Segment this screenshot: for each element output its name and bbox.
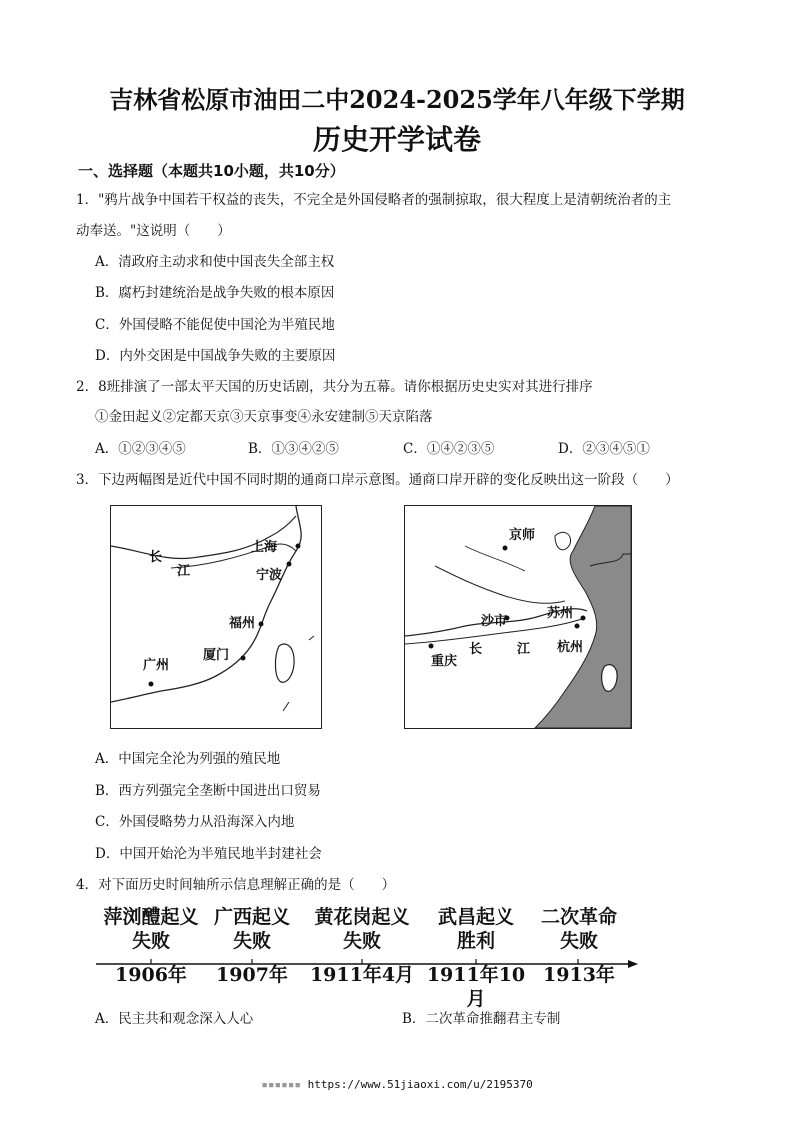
timeline-event-4-name: 武昌起义 xyxy=(437,906,514,928)
map1-label-chang: 长 xyxy=(149,550,163,565)
timeline-event-1-result: 失败 xyxy=(131,930,170,952)
q4-stem: 4．对下面历史时间轴所示信息理解正确的是（ ） xyxy=(76,877,396,893)
timeline-event-4-date: 1911年10月 xyxy=(426,964,526,1010)
timeline-event-5 xyxy=(532,905,626,987)
map2-label-chang: 长 xyxy=(469,642,483,657)
timeline-event-3 xyxy=(304,905,420,987)
q2-option-d: D．②③④⑤① xyxy=(558,441,650,457)
map2-label-jingshi: 京师 xyxy=(509,528,536,543)
q3-option-b: B．西方列强完全垄断中国进出口贸易 xyxy=(95,783,321,799)
timeline-event-4-result: 胜利 xyxy=(456,930,495,952)
q1-stem-line2: 动奉送。"这说明（ ） xyxy=(76,223,231,239)
timeline-event-1-date: 1906年 xyxy=(115,964,187,986)
paper-title: 吉林省松原市油田二中2024-2025学年八年级下学期 xyxy=(109,85,685,114)
timeline-event-5-result: 失败 xyxy=(559,930,598,952)
map2-label-shashi: 沙市 xyxy=(481,614,508,629)
map1-label-guangzhou: 广州 xyxy=(143,658,170,673)
q2-items: ①金田起义②定都天京③天京事变④永安建制⑤天京陷落 xyxy=(95,409,433,425)
q2-option-c: C．①④②③⑤ xyxy=(403,441,495,457)
footer-url[interactable]: https://www.51jiaoxi.com/u/2195370 xyxy=(307,1078,533,1091)
q4-option-a: A．民主共和观念深入人心 xyxy=(95,1011,254,1027)
map1-label-jiang: 江 xyxy=(177,564,191,579)
history-timeline xyxy=(92,905,642,1010)
timeline-event-5-name: 二次革命 xyxy=(540,906,617,928)
timeline-event-4 xyxy=(420,905,532,1011)
timeline-event-2-name: 广西起义 xyxy=(213,906,290,928)
q1-option-c: C．外国侵略不能促使中国沦为半殖民地 xyxy=(95,317,335,333)
q1-option-a: A．清政府主动求和使中国丧失全部主权 xyxy=(95,254,335,270)
timeline-event-1 xyxy=(92,905,210,987)
map1-label-xiamen: 厦门 xyxy=(203,648,230,663)
q3-stem: 3．下边两幅图是近代中国不同时期的通商口岸示意图。通商口岸开辟的变化反映出这一阶段（ ） xyxy=(76,472,679,488)
map1-label-ningbo: 宁波 xyxy=(256,568,283,583)
q2-stem: 2．8班排演了一部太平天国的历史话剧，共分为五幕。请你根据历史史实对其进行排序 xyxy=(76,379,593,395)
page-footer xyxy=(0,1078,794,1091)
timeline-event-5-date: 1913年 xyxy=(543,964,615,986)
map2-label-jiang: 江 xyxy=(517,642,531,657)
q2-option-a: A．①②③④⑤ xyxy=(95,441,186,457)
map-treaty-ports-1 xyxy=(110,505,322,729)
map2-label-hangzhou: 杭州 xyxy=(557,640,584,655)
map-treaty-ports-2 xyxy=(404,505,632,729)
map2-label-suzhou: 苏州 xyxy=(547,606,574,621)
map2-label-chongqing: 重庆 xyxy=(431,654,458,669)
q3-option-d: D．中国开始沦为半殖民地半封建社会 xyxy=(95,846,322,862)
q1-option-b: B．腐朽封建统治是战争失败的根本原因 xyxy=(95,285,335,301)
timeline-event-2-date: 1907年 xyxy=(216,964,288,986)
q1-option-d: D．内外交困是中国战争失败的主要原因 xyxy=(95,348,336,364)
footer-watermark: ▪▪▪▪▪▪ xyxy=(261,1078,301,1091)
q1-stem-line1: 1．"鸦片战争中国若干权益的丧失，不完全是外国侵略者的强制掠取，很大程度上是清朝统治者的主 xyxy=(76,192,672,208)
q3-option-c: C．外国侵略势力从沿海深入内地 xyxy=(95,814,295,830)
timeline-event-1-name: 萍浏醴起义 xyxy=(103,906,199,928)
q2-option-b: B．①③④②⑤ xyxy=(248,441,339,457)
timeline-event-3-name: 黄花岗起义 xyxy=(314,906,410,928)
timeline-event-3-date: 1911年4月 xyxy=(309,964,415,986)
section-heading: 一、选择题（本题共10小题，共10分） xyxy=(78,162,345,180)
timeline-event-2 xyxy=(202,905,302,987)
q3-option-a: A．中国完全沦为列强的殖民地 xyxy=(95,751,281,767)
map1-label-shanghai: 上海 xyxy=(251,540,278,555)
map1-label-fuzhou: 福州 xyxy=(229,616,256,631)
timeline-event-2-result: 失败 xyxy=(232,930,271,952)
q4-option-b: B．二次革命推翻君主专制 xyxy=(402,1011,561,1027)
timeline-event-3-result: 失败 xyxy=(342,930,381,952)
paper-subtitle: 历史开学试卷 xyxy=(312,123,481,156)
